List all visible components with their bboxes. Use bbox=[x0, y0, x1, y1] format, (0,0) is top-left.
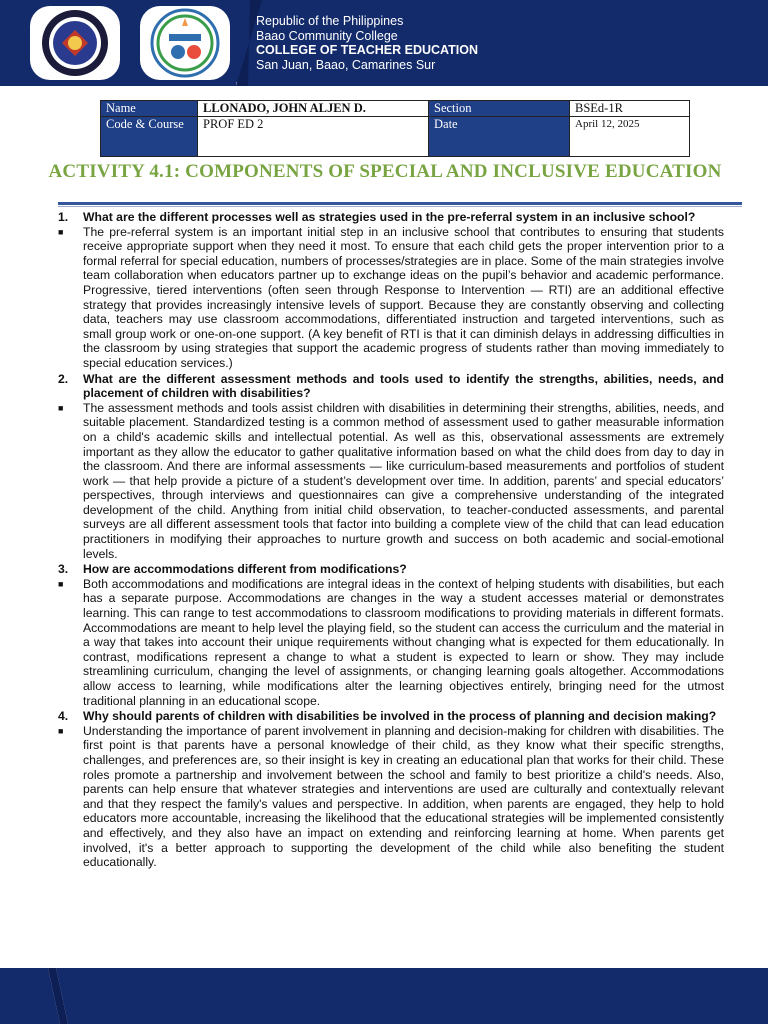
question-4 bbox=[58, 709, 724, 724]
college-name: Baao Community College bbox=[256, 28, 398, 43]
answer-text: Both accommodations and modifications are integral ideas in the context of helping students with disabilities, but each has a separate purpose. Accommodations are changes in the way a student accesses material or demonstrates learning. This can range to test accommodations to classroom modifications to providing materials in different formats. Accommodations are meant to help level the playing field, so the student can access the curriculum and the material in a way that takes into account their unique requirements without changing what is expected for them educationally. In contrast, modifications represent a change to what a student is expected to learn or show. They may include streamlining curriculum, changing the level of assignments, or changing learning goals altogether. Accommodations allow access to learning, while modifications alter the learning objectives entirely, bringing need for the utmost traditional planning in an educational scope. bbox=[83, 576, 724, 708]
title-divider-thin bbox=[58, 206, 742, 207]
activity-title: ACTIVITY 4.1: COMPONENTS OF SPECIAL AND INCLUSIVE EDUCATION bbox=[48, 161, 722, 182]
question-number: 1. bbox=[58, 210, 69, 224]
date-label: Date bbox=[429, 117, 570, 157]
question-3 bbox=[58, 562, 724, 577]
answer-2 bbox=[58, 401, 724, 562]
baao-community-college-seal-logo bbox=[30, 6, 120, 80]
title-divider bbox=[58, 202, 742, 205]
question-text: Why should parents of children with disabilities be involved in the process of planning and decision making? bbox=[83, 709, 717, 724]
name-label: Name bbox=[101, 101, 198, 117]
department-name: COLLEGE OF TEACHER EDUCATION bbox=[256, 43, 478, 57]
answer-4 bbox=[58, 724, 724, 870]
question-1 bbox=[58, 210, 724, 225]
question-number: 4. bbox=[58, 709, 69, 724]
question-number: 3. bbox=[58, 562, 69, 577]
section-value: BSEd-1R bbox=[570, 101, 690, 117]
footer-banner bbox=[0, 968, 768, 1024]
name-value: LLONADO, JOHN ALJEN D. bbox=[198, 101, 429, 117]
bullet-icon: ■ bbox=[58, 578, 64, 589]
question-2 bbox=[58, 372, 724, 401]
bullet-icon: ■ bbox=[58, 226, 64, 237]
bullet-icon: ■ bbox=[58, 725, 64, 736]
answer-text: Understanding the importance of parent involvement in planning and decision-making for children with disabilities. The first point is that parents have a personal knowledge of their child, as they know what their specific strengths, challenges, and preferences are, so their insight is key in creating an educational plan that works for their child. These roles promote a partnership and involvement between the school and family to best prioritize a child's needs. Also, parents can help ensure that whatever strategies and interventions are used are culturally and contextually relevant and that they respect the family's values and perspective. In addition, when parents are engaged, they help to hold educators more accountable, increasing the likelihood that the educational strategies will be implemented consistently and effectively, and they also have an impact on extending and reinforcing learning at home. When parents get involved, it's a better approach to supporting the development of the child while also benefiting the student educationally. bbox=[83, 723, 724, 870]
country-line: Republic of the Philippines bbox=[256, 14, 404, 28]
info-row-name bbox=[101, 101, 690, 117]
answer-3 bbox=[58, 577, 724, 708]
answer-text: The assessment methods and tools assist children with disabilities in determining their strengths, abilities, needs, and suitable placement. Standardized testing is a common method of assessment used to gather measurable information on a child's academic skills and intellectual potential. As well as this, observational assessments are extremely important as they allow the educator to gather qualitative information based on what the child does from day to day in the classroom. And there are informal assessments — like curriculum-based measurements and portfolios of student work — that help provide a picture of a student’s development over time. In addition, parents’ and special educators’ perspectives, through interviews and questionnaires can give a comprehensive understanding of the integrated development of the child. Anything from initial child observation, to teacher-conducted assessments, and parental surveys are all different assessment tools that factor into building a complete view of the child that can lead education practitioners in modifying their approaches to nurture growth and success on both academic and social-emotional levels. bbox=[83, 400, 724, 561]
header-banner bbox=[0, 0, 768, 86]
question-number: 2. bbox=[58, 371, 69, 386]
answer-1 bbox=[58, 225, 724, 371]
college-info bbox=[256, 14, 478, 72]
college-of-education-seal-logo bbox=[140, 6, 230, 80]
date-value: April 12, 2025 bbox=[570, 117, 690, 157]
course-value: PROF ED 2 bbox=[198, 117, 429, 157]
student-info-table bbox=[100, 100, 690, 157]
activity-content bbox=[58, 210, 724, 871]
question-text: How are accommodations different from modifications? bbox=[83, 562, 407, 577]
bullet-icon: ■ bbox=[58, 402, 64, 413]
college-address: San Juan, Baao, Camarines Sur bbox=[256, 57, 436, 72]
question-text: What are the different processes well as strategies used in the pre-referral system in an inclusive school? bbox=[83, 210, 696, 224]
section-label: Section bbox=[429, 101, 570, 117]
answer-text: The pre-referral system is an important initial step in an inclusive school that contributes to ensuring that students receive appropriate support when they need it most. To ensure that each child gets the proper intervention prior to a formal referral for special education, numbers of processes/strategies are in place. Some of the main strategies involve team collaboration when educators partner up to exchange ideas on the pupil’s behavior and academic performance. Progressive, tiered interventions (often seen through Response to Intervention — RTI) are an additional effective strategy that provides increasingly intensive levels of support. Because they are constantly observing and collecting data, teachers may use classroom accommodations, differentiated instruction and targeted interventions, such as small group work or one-on-one support. (A key benefit of RTI is that it can diminish delays in addressing difficulties in the classroom by using strategies that support the academic progress of students rather than moving immediately to special education services.) bbox=[83, 224, 724, 370]
course-label: Code & Course bbox=[101, 117, 198, 157]
question-text: What are the different assessment methods and tools used to identify the strengths, abilities, needs, and placement of children with disabilities? bbox=[83, 371, 724, 401]
info-row-course bbox=[101, 117, 690, 157]
